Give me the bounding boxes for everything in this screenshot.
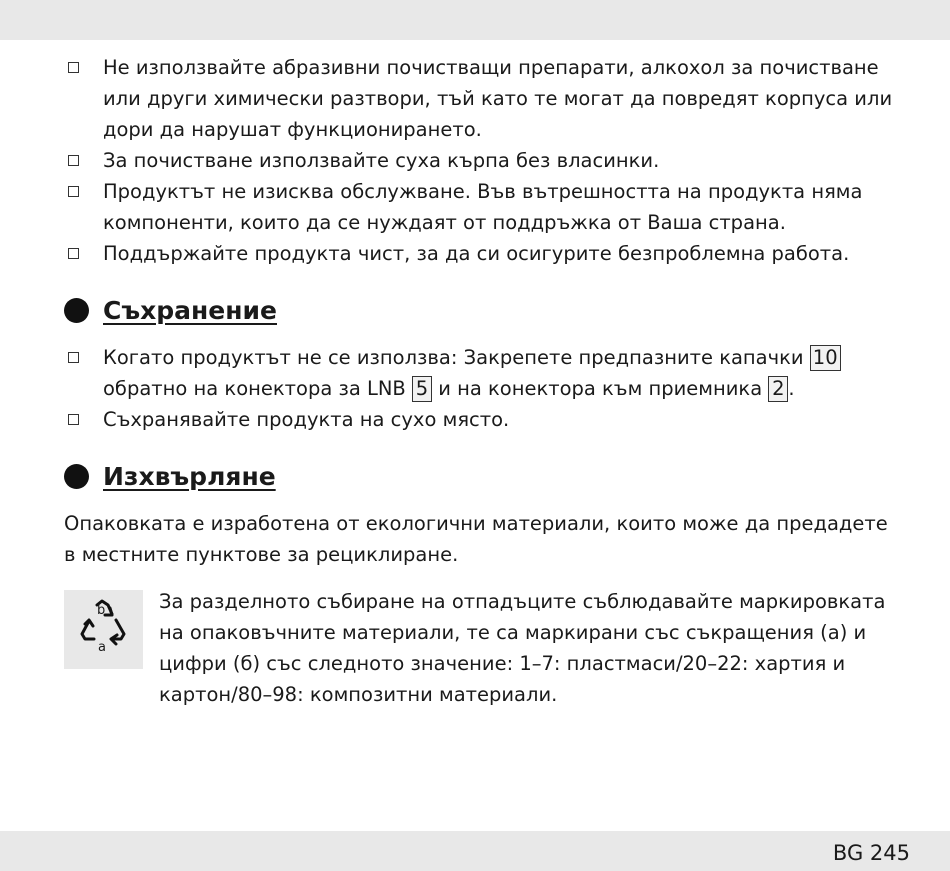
list-item [64,342,904,404]
bullet-dot-icon [64,298,89,323]
recycle-letter-a: a [98,640,106,655]
list-item-text: Поддържайте продукта чист, за да си осигурите безпроблемна работа. [103,242,850,265]
storage-item-text-1: Когато продуктът не се използва: Закрепете предпазните капачки [103,346,810,369]
list-item [64,404,904,435]
disposal-paragraph: Опаковката е изработена от екологични материали, които може да предадете в местните пунктове за рециклиране. [64,512,888,566]
header-band [0,0,950,40]
recycle-icon [64,590,143,669]
reference-number-2: 2 [768,376,788,402]
checkbox-icon [68,62,79,73]
storage-item-text-2: обратно на конектора за LNB [103,377,413,400]
storage-item-text-4: . [788,377,795,400]
bullet-dot-icon [64,464,89,489]
checkbox-icon [68,352,79,363]
storage-title: Съхранение [103,296,277,325]
checkbox-icon [68,155,79,166]
list-item-text: За почистване използвайте суха кърпа без власинки. [103,149,660,172]
page-number: BG 245 [832,841,910,865]
recycle-triangle-icon [64,590,143,669]
reference-number-10: 10 [810,345,841,371]
checkbox-icon [68,414,79,425]
list-item-text: Не използвайте абразивни почистващи препарати, алкохол за почистване или други химически разтвори, тъй като те могат да повредят корпуса или дори да нарушат функционирането. [103,56,893,141]
storage-item-text-3: и на конектора към приемника [432,377,769,400]
list-item [64,176,904,238]
storage-list [64,342,904,435]
cleaning-list [64,52,904,269]
disposal-heading [64,461,904,494]
reference-number-5: 5 [412,376,432,402]
list-item [64,145,904,176]
recycle-letter-b: b [97,603,106,618]
footer-band [0,831,950,871]
recycle-text: За разделното събиране на отпадъците съблюдавайте маркировката на опаковъчните материали, те са маркирани със съкращения (а) и цифри (б) със следното значение: 1–7: пластмаси/20–22: хартия и картон/80–98: композитни материали. [159,590,886,706]
storage-heading [64,295,904,328]
checkbox-icon [68,186,79,197]
page-content [64,52,904,710]
list-item-text: Продуктът не изисква обслужване. Във вътрешността на продукта няма компоненти, които да се нуждаят от поддръжка от Ваша страна. [103,180,863,234]
disposal-title: Изхвърляне [103,462,276,491]
list-item [64,238,904,269]
list-item-text: Съхранявайте продукта на сухо място. [103,408,510,431]
checkbox-icon [68,248,79,259]
list-item [64,52,904,145]
recycle-block [64,586,904,710]
